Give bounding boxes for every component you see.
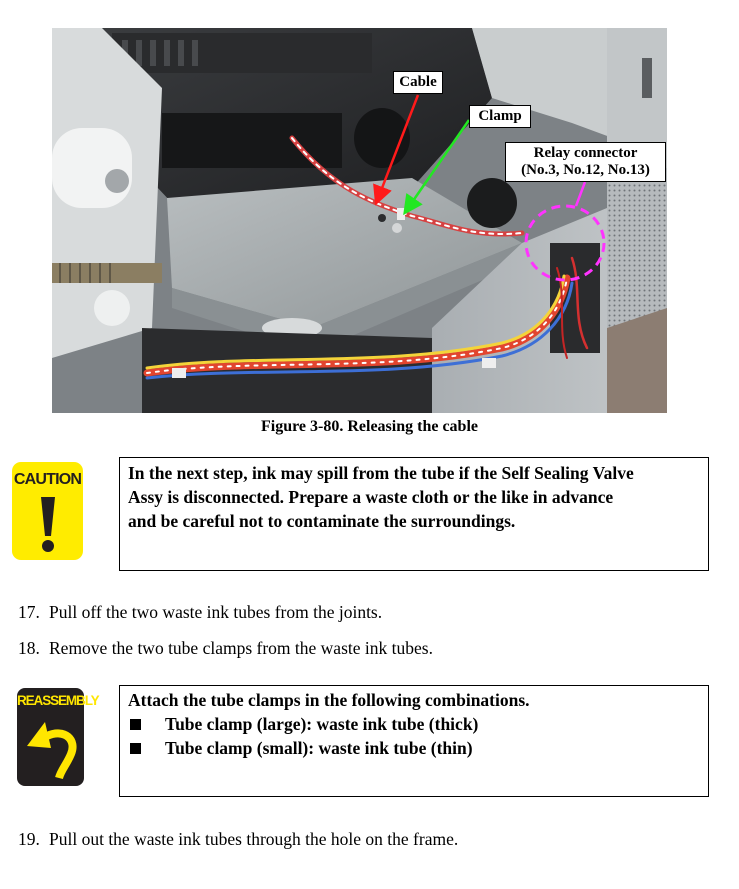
cable-callout-label: Cable (393, 71, 443, 94)
reassembly-list-item (128, 736, 700, 760)
callout-arrows (52, 28, 667, 413)
bullet-square-icon (130, 719, 141, 730)
step-number: 18. (18, 638, 40, 658)
caution-notice (119, 457, 709, 571)
relay-connector-line (576, 182, 585, 206)
bullet-square-icon (130, 743, 141, 754)
reassembly-heading: Attach the tube clamps in the following combinations. (128, 690, 530, 710)
step-17 (18, 602, 382, 623)
return-arrow-icon (17, 688, 99, 786)
caution-text (128, 461, 700, 533)
reassembly-notice (119, 685, 709, 797)
relay-connector-callout-line2: (No.3, No.12, No.13) (521, 162, 650, 178)
caution-text-line: and be careful not to contaminate the surroundings. (128, 511, 516, 531)
step-text: Pull off the two waste ink tubes from the joints. (49, 602, 383, 622)
step-text: Pull out the waste ink tubes through the hole on the frame. (49, 829, 459, 849)
step-text: Remove the two tube clamps from the waste ink tubes. (49, 638, 433, 658)
relay-connector-highlight-circle (526, 206, 604, 280)
caution-icon-label: CAUTION (13, 471, 82, 488)
reassembly-icon (17, 688, 99, 786)
clamp-callout-label: Clamp (469, 105, 531, 128)
step-19 (18, 829, 458, 850)
caution-icon (12, 462, 83, 560)
reassembly-list-item (128, 712, 700, 736)
relay-connector-callout-line1: Relay connector (533, 145, 638, 161)
figure-photo (52, 28, 667, 413)
cable-arrow (377, 95, 418, 201)
reassembly-icon-label: REASSEMBLY (17, 693, 99, 708)
exclamation-icon (12, 462, 83, 560)
reassembly-item-text: Tube clamp (small): waste ink tube (thin) (165, 738, 473, 758)
reassembly-item-text: Tube clamp (large): waste ink tube (thick) (165, 714, 479, 734)
caution-text-line: In the next step, ink may spill from the tube if the Self Sealing Valve (128, 463, 634, 483)
step-number: 17. (18, 602, 40, 622)
step-number: 19. (18, 829, 40, 849)
relay-connector-callout-label (505, 142, 666, 182)
caution-text-line: Assy is disconnected. Prepare a waste cloth or the like in advance (128, 487, 614, 507)
step-18 (18, 638, 433, 659)
clamp-arrow (406, 120, 469, 211)
figure-caption: Figure 3-80. Releasing the cable (260, 418, 478, 435)
